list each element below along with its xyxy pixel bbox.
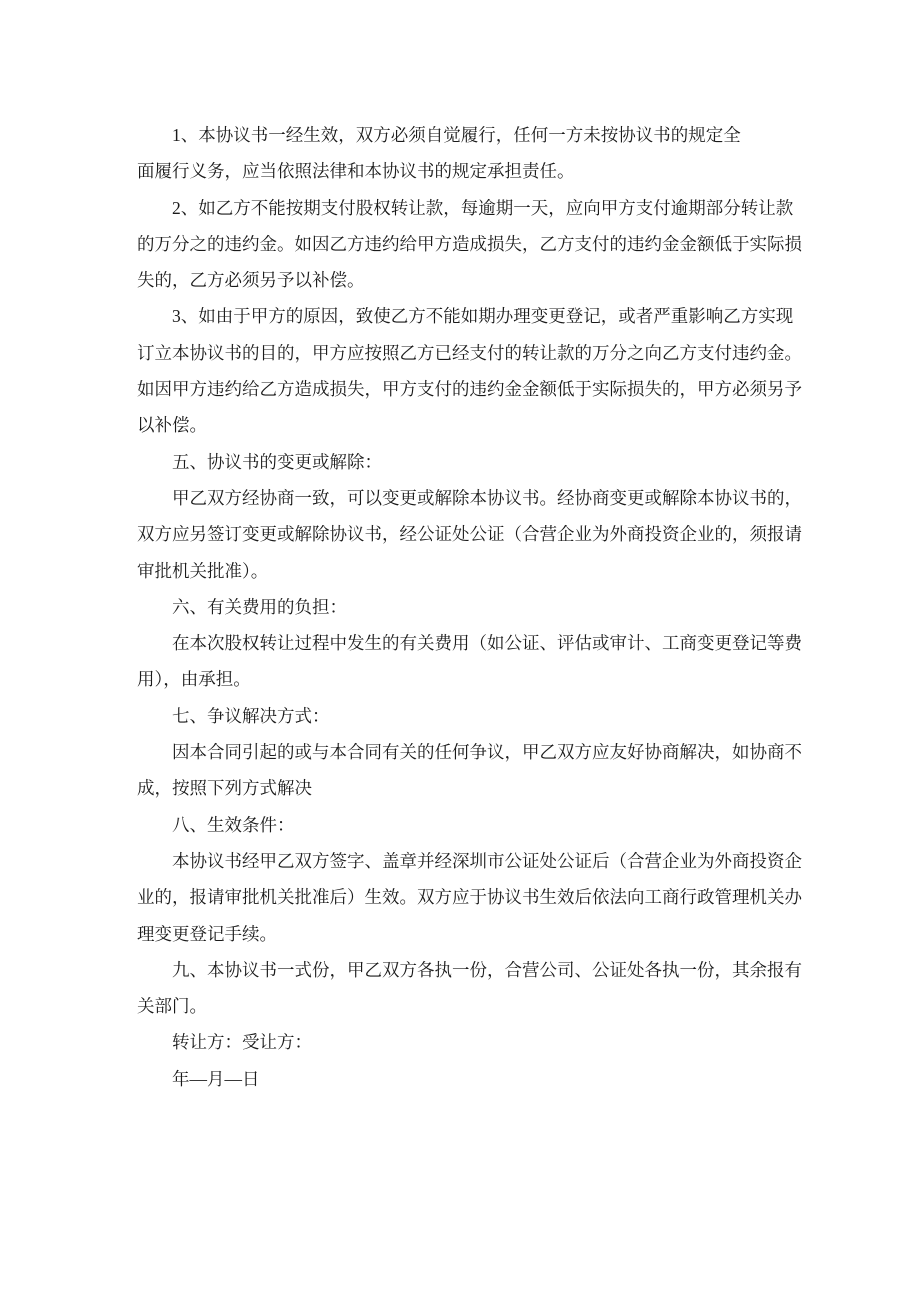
text-line: 九、本协议书一式份，甲乙双方各执一份，合营公司、公证处各执一份，其余报有	[172, 959, 802, 980]
text-line: 本协议书经甲乙双方签字、盖章并经深圳市公证处公证后（合营企业为外商投资企	[172, 850, 802, 871]
section-heading-5	[137, 444, 809, 480]
section-heading-7	[137, 698, 809, 734]
section-heading-text: 七、争议解决方式：	[172, 705, 330, 726]
section-heading-8	[137, 807, 809, 843]
text-line: 关部门。	[137, 996, 207, 1017]
date-line	[137, 1061, 809, 1097]
clause-9	[137, 952, 809, 1025]
clause-7-body	[137, 734, 809, 807]
text-line: 因本合同引起的或与本合同有关的任何争议，甲乙双方应友好协商解决，如协商不	[172, 742, 802, 763]
signature-parties-line	[137, 1024, 809, 1060]
text-line: 失的，乙方必须另予以补偿。	[137, 270, 365, 291]
date-text: 年—月—日	[172, 1068, 260, 1089]
clause-8-body	[137, 843, 809, 952]
text-line: 用），由承担。	[137, 669, 251, 690]
section-heading-text: 五、协议书的变更或解除：	[172, 451, 382, 472]
section-heading-text: 八、生效条件：	[172, 814, 295, 835]
text-line: 成，按照下列方式解决	[137, 778, 312, 799]
clause-3	[137, 298, 809, 443]
clause-2	[137, 190, 809, 299]
text-line: 理变更登记手续。	[137, 923, 277, 944]
section-heading-text: 六、有关费用的负担：	[172, 596, 347, 617]
agreement-text-block	[137, 117, 809, 1097]
clause-5-body	[137, 480, 809, 589]
text-line: 面履行义务，应当依照法律和本协议书的规定承担责任。	[137, 161, 575, 182]
section-heading-6	[137, 589, 809, 625]
text-line: 1、本协议书一经生效，双方必须自觉履行，任何一方未按协议书的规定全	[172, 125, 741, 145]
text-line: 订立本协议书的目的，甲方应按照乙方已经支付的转让款的万分之向乙方支付违约金。	[137, 342, 802, 363]
text-line: 审批机关批准）。	[137, 560, 269, 581]
text-line: 的万分之的违约金。如因乙方违约给甲方造成损失，乙方支付的违约金金额低于实际损	[137, 233, 802, 254]
text-line: 业的，报请审批机关批准后）生效。双方应于协议书生效后依法向工商行政管理机关办	[137, 887, 802, 908]
clause-6-body	[137, 625, 809, 698]
text-line: 甲乙双方经协商一致，可以变更或解除本协议书。经协商变更或解除本协议书的，	[172, 487, 802, 508]
text-line: 双方应另签订变更或解除协议书，经公证处公证（合营企业为外商投资企业的，须报请	[137, 524, 802, 545]
signature-text: 转让方：受让方：	[172, 1032, 312, 1053]
text-line: 3、如由于甲方的原因，致使乙方不能如期办理变更登记，或者严重影响乙方实现	[172, 306, 794, 327]
text-line: 以补偿。	[137, 415, 207, 436]
clause-1	[137, 117, 809, 190]
text-line: 在本次股权转让过程中发生的有关费用（如公证、评估或审计、工商变更登记等费	[172, 633, 802, 654]
text-line: 2、如乙方不能按期支付股权转让款，每逾期一天，应向甲方支付逾期部分转让款	[172, 197, 794, 218]
text-line: 如因甲方违约给乙方造成损失，甲方支付的违约金金额低于实际损失的，甲方必须另予	[137, 379, 802, 400]
